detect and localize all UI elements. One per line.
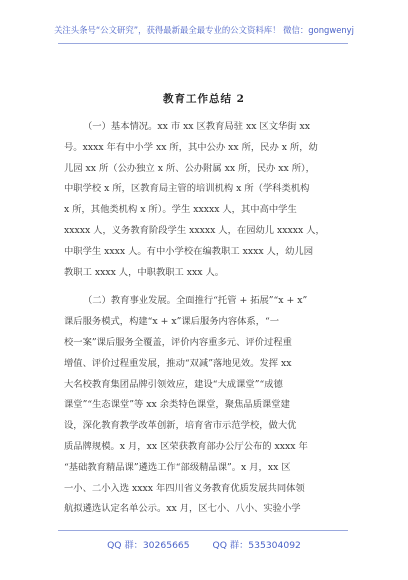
- text-line: 中职学校 x 所，区教育局主管的培训机构 x 所（学科类机构: [64, 183, 310, 195]
- text-line: 儿园 xx 所（公办独立 x 所、公办附属 xx 所，民办 xx 所），: [64, 162, 315, 174]
- text-line: 中职学生 xxxx 人。有中小学校在编教职工 xxxx 人，幼儿园: [64, 245, 314, 257]
- footer-qq-group-2: QQ 群：535304092: [212, 540, 301, 551]
- paragraph-development: [64, 291, 354, 520]
- text-line: 校一案”课后服务全覆盖，评价内容重多元、评价过程重: [64, 336, 292, 348]
- text-line: （二）教育事业发展。全面推行“托管 + 拓展”“x + x”: [83, 295, 308, 307]
- header-banner: 关注头条号“公文研究”，获得最新最全最专业的公文资料库！ 微信：gongwenyj: [54, 25, 354, 35]
- footer-qq-group-1: QQ 群：30265665: [107, 540, 190, 551]
- text-line: xxxxx 人，义务教育阶段学生 xxxxx 人，在园幼儿 xxxxx 人，: [64, 224, 325, 236]
- text-line: （一）基本情况。xx 市 xx 区教育局驻 xx 区文华街 xx: [83, 121, 311, 132]
- text-line: 大名校教育集团品牌引领效应，建设“大成课堂”“成德: [64, 378, 283, 390]
- text-line: 设，深化教育教学改革创新，培育省市示范学校，做大优: [64, 420, 297, 432]
- text-line: 课后服务模式，构建“x + x”课后服务内容体系，“一: [64, 316, 280, 328]
- paragraph-basic-info: [64, 117, 354, 283]
- paragraph-gap: [64, 283, 354, 291]
- text-line: 课堂”“生态课堂”等 xx 余类特色课堂，聚焦品质课堂建: [64, 399, 290, 411]
- footer: [0, 537, 408, 551]
- text-line: x 所，其他类机构 x 所）。学生 xxxxx 人，其中高中学生: [64, 204, 297, 216]
- header-divider: [58, 43, 348, 44]
- document-body: [64, 117, 354, 520]
- footer-divider: [58, 530, 348, 531]
- text-line: 质品牌规模。x 月，xx 区荣获教育部办公厅公布的 xxxx 年: [64, 440, 308, 452]
- text-line: “基础教育精品课”遴选工作“部级精品课”。x 月，xx 区: [64, 461, 291, 473]
- text-line: 号。xxxx 年有中小学 xx 所，其中公办 xx 所，民办 x 所，幼: [64, 141, 318, 153]
- text-line: 航拟遴选认定名单公示。xx 月，区七小、八小、实验小学: [64, 503, 301, 515]
- text-line: 增值、评价过程重发展，推动“双减”落地见效。发挥 xx: [64, 357, 292, 369]
- document-title: 教育工作总结 2: [163, 93, 245, 105]
- text-line: 一小、二小入选 xxxx 年四川省义务教育优质发展共同体领: [64, 482, 305, 494]
- text-line: 教职工 xxxx 人，中职教职工 xxx 人。: [64, 266, 225, 278]
